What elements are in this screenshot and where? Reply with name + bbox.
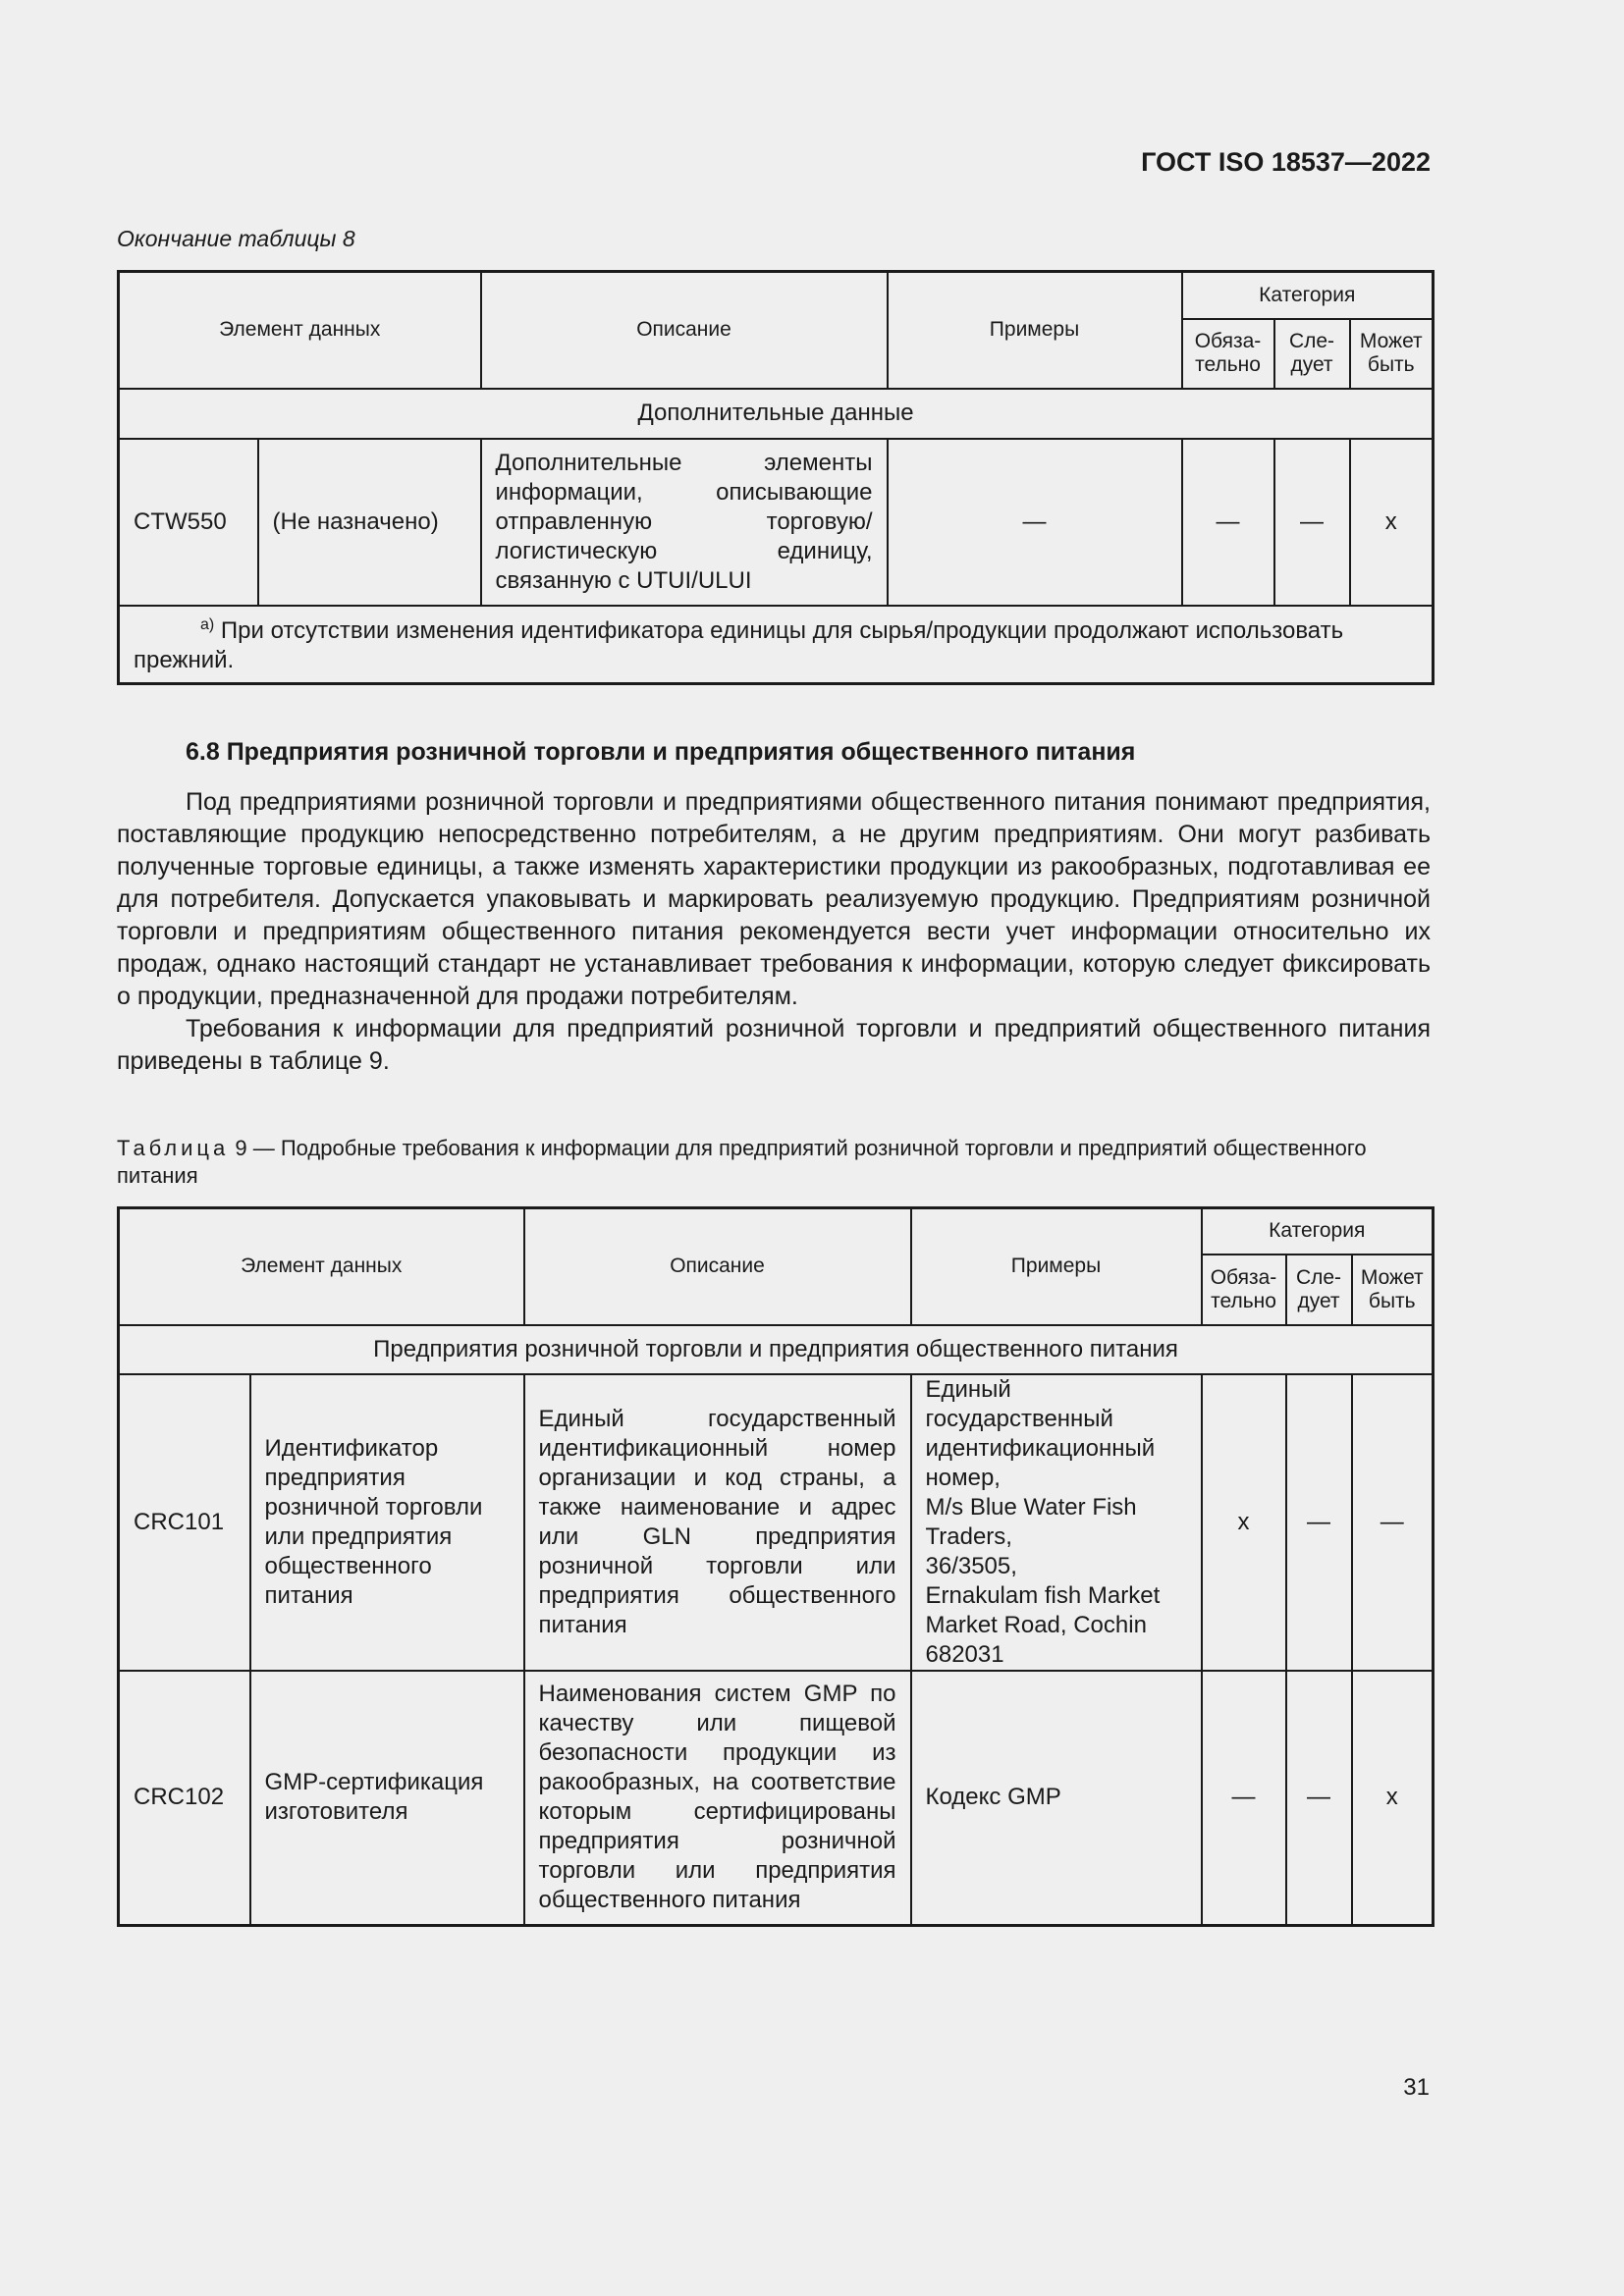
table-caption-text: 9 — Подробные требования к информации для предприятий розничной торговли и предприятий общественного питания — [117, 1136, 1367, 1188]
col-header-may: Может быть — [1352, 1255, 1434, 1325]
section-body — [117, 786, 1431, 1078]
col-header-description: Описание — [524, 1208, 911, 1325]
element-name: (Не назначено) — [258, 439, 481, 606]
col-header-mandatory: Обяза- тельно — [1182, 319, 1274, 389]
category-mandatory: — — [1182, 439, 1274, 606]
category-mandatory: — — [1202, 1671, 1286, 1926]
col-header-data-element: Элемент данных — [119, 272, 481, 389]
element-examples: Единый государственный идентификационный номер, M/s Blue Water Fish Traders, 36/3505, Ernakulam fish Market Market Road, Cochin 682031 — [911, 1374, 1202, 1671]
element-name: Идентификатор предприятия розничной торговли или предприятия общественного питания — [250, 1374, 524, 1671]
col-header-should: Сле- дует — [1286, 1255, 1352, 1325]
category-should: — — [1274, 439, 1350, 606]
col-header-should: Сле- дует — [1274, 319, 1350, 389]
category-should: — — [1286, 1671, 1352, 1926]
element-code: CTW550 — [119, 439, 258, 606]
element-description: Дополнительные элементы информации, описывающие отправленную торговую/логистическую единицу, связанную с UTUI/ULUI — [481, 439, 888, 606]
col-header-data-element: Элемент данных — [119, 1208, 524, 1325]
col-header-mandatory: Обяза- тельно — [1202, 1255, 1286, 1325]
col-header-examples: Примеры — [911, 1208, 1202, 1325]
table-row — [119, 1374, 1434, 1671]
element-examples: Кодекс GMP — [911, 1671, 1202, 1926]
table8-continuation-caption: Окончание таблицы 8 — [117, 226, 355, 251]
element-name: GMP-сертификация изготовителя — [250, 1671, 524, 1926]
col-header-examples: Примеры — [888, 272, 1182, 389]
paragraph: Требования к информации для предприятий розничной торговли и предприятий общественного питания приведены в таблице 9. — [117, 1015, 1431, 1075]
element-description: Наименования систем GMP по качеству или пищевой безопасности продукции из ракообразных, на соответствие которым сертифицированы предприятия розничной торговли или предприятия общественного питания — [524, 1671, 911, 1926]
category-may: x — [1350, 439, 1434, 606]
table-footnote — [119, 606, 1434, 684]
category-should: — — [1286, 1374, 1352, 1671]
table9-caption — [117, 1135, 1431, 1190]
page-number: 31 — [1403, 2074, 1430, 2101]
element-code: CRC101 — [119, 1374, 250, 1671]
category-may: x — [1352, 1671, 1434, 1926]
element-examples: — — [888, 439, 1182, 606]
table-row — [119, 1671, 1434, 1926]
section-row-retail-catering: Предприятия розничной торговли и предприятия общественного питания — [119, 1325, 1434, 1374]
paragraph: Под предприятиями розничной торговли и предприятиями общественного питания понимают предприятия, поставляющие продукцию непосредственно потребителям, а не другим предприятиям. Они могут разбивать полученные торговые единицы, а также изменять характеристики продукции из ракообразных, подготавливая ее для потребителя. Допускается упаковывать и маркировать реализуемую продукцию. Предприятиям розничной торговли и предприятиям общественного питания рекомендуется вести учет информации относительно их продаж, однако настоящий стандарт не устанавливает требования к информации, которую следует фиксировать о продукции, предназначенной для продажи потребителям. — [117, 788, 1431, 1010]
col-header-description: Описание — [481, 272, 888, 389]
col-header-category: Категория — [1182, 272, 1434, 319]
element-description: Единый государственный идентификационный номер организации и код страны, а также наименование и адрес или GLN предприятия розничной торговли или предприятия общественного питания — [524, 1374, 911, 1671]
category-may: — — [1352, 1374, 1434, 1671]
col-header-may: Может быть — [1350, 319, 1434, 389]
document-code: ГОСТ ISO 18537—2022 — [1141, 147, 1431, 177]
footnote-text: При отсутствии изменения идентификатора единицы для сырья/продукции продолжают использовать прежний. — [134, 617, 1344, 674]
col-header-category: Категория — [1202, 1208, 1434, 1255]
table-row — [119, 439, 1434, 606]
footnote-mark: а) — [200, 616, 215, 634]
category-mandatory: x — [1202, 1374, 1286, 1671]
element-code: CRC102 — [119, 1671, 250, 1926]
section-row-additional-data: Дополнительные данные — [119, 389, 1434, 439]
table-8 — [117, 270, 1435, 685]
table-9 — [117, 1206, 1435, 1927]
table-caption-label: Таблица — [117, 1136, 230, 1160]
section-heading: 6.8 Предприятия розничной торговли и предприятия общественного питания — [186, 738, 1136, 766]
